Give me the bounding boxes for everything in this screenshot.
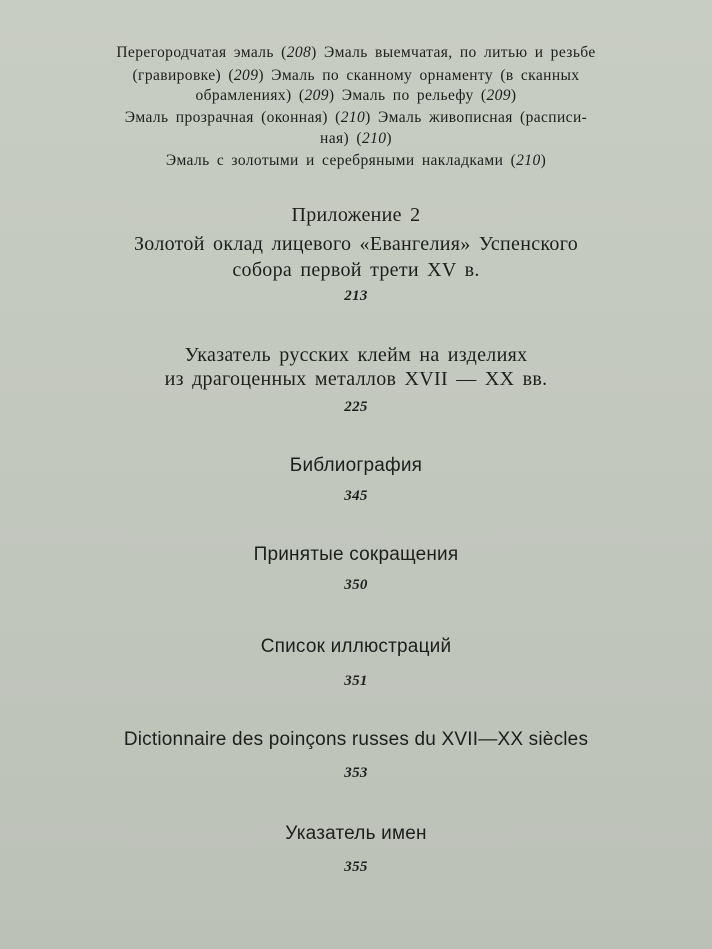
appendix-title-line-2: собора первой трети XV в. bbox=[232, 259, 480, 281]
page-ref: 209 bbox=[486, 87, 511, 104]
page-ref: 210 bbox=[516, 152, 541, 169]
intro-line-5 bbox=[0, 130, 712, 148]
page-ref: 209 bbox=[304, 87, 329, 104]
entry-abbreviations-page-number: 350 bbox=[344, 577, 368, 593]
appendix-label: Приложение 2 bbox=[291, 204, 421, 226]
intro-text: ) bbox=[386, 130, 392, 147]
intro-text: ) Эмаль по рельефу ( bbox=[328, 87, 487, 104]
entry-abbreviations: Принятые сокращения bbox=[253, 544, 459, 565]
intro-line-6 bbox=[0, 152, 712, 170]
entry-name-index: Указатель имен bbox=[285, 823, 427, 844]
entry-name-index-page-number: 355 bbox=[344, 859, 368, 875]
intro-text: ) Эмаль живописная (расписи- bbox=[365, 109, 588, 126]
intro-text: Эмаль прозрачная (оконная) ( bbox=[124, 109, 341, 126]
intro-line-4 bbox=[0, 109, 712, 127]
intro-text: Эмаль с золотыми и серебряными накладками ( bbox=[165, 152, 517, 169]
entry-bibliography: Библиография bbox=[289, 455, 423, 476]
intro-text: обрамлениях) ( bbox=[195, 87, 305, 104]
entry-dictionnaire-page-number: 353 bbox=[344, 765, 368, 781]
entry-illustrations: Список иллюстраций bbox=[260, 636, 452, 657]
intro-line-1 bbox=[0, 44, 712, 62]
page-ref: 209 bbox=[233, 67, 259, 84]
intro-text: Перегородчатая эмаль ( bbox=[116, 44, 287, 61]
intro-line-3 bbox=[0, 87, 712, 105]
intro-line-2 bbox=[0, 67, 712, 85]
intro-text: (гравировке) ( bbox=[132, 67, 234, 84]
entry-dictionnaire: Dictionnaire des poinçons russes du XVII—XX siècles bbox=[123, 729, 589, 750]
entry-hallmarks-line-1: Указатель русских клейм на изделиях bbox=[184, 344, 528, 366]
entry-illustrations-page-number: 351 bbox=[344, 673, 368, 689]
intro-text: ная) ( bbox=[320, 130, 362, 147]
entry-hallmarks-page-number: 225 bbox=[344, 399, 368, 415]
entry-bibliography-page-number: 345 bbox=[344, 488, 368, 504]
entry-hallmarks-line-2: из драгоценных металлов XVII — XX вв. bbox=[164, 368, 548, 390]
intro-text: ) bbox=[510, 87, 517, 104]
appendix-title-line-1: Золотой оклад лицевого «Евангелия» Успенского bbox=[133, 233, 579, 255]
page-ref: 208 bbox=[286, 44, 312, 61]
page-ref: 210 bbox=[361, 130, 387, 147]
intro-text: ) Эмаль по сканному орнаменту (в сканных bbox=[258, 67, 580, 84]
appendix-page-number: 213 bbox=[344, 288, 368, 304]
intro-text: ) Эмаль выемчатая, по литью и резьбе bbox=[311, 44, 596, 61]
intro-text: ) bbox=[540, 152, 547, 169]
page-ref: 210 bbox=[340, 109, 366, 126]
